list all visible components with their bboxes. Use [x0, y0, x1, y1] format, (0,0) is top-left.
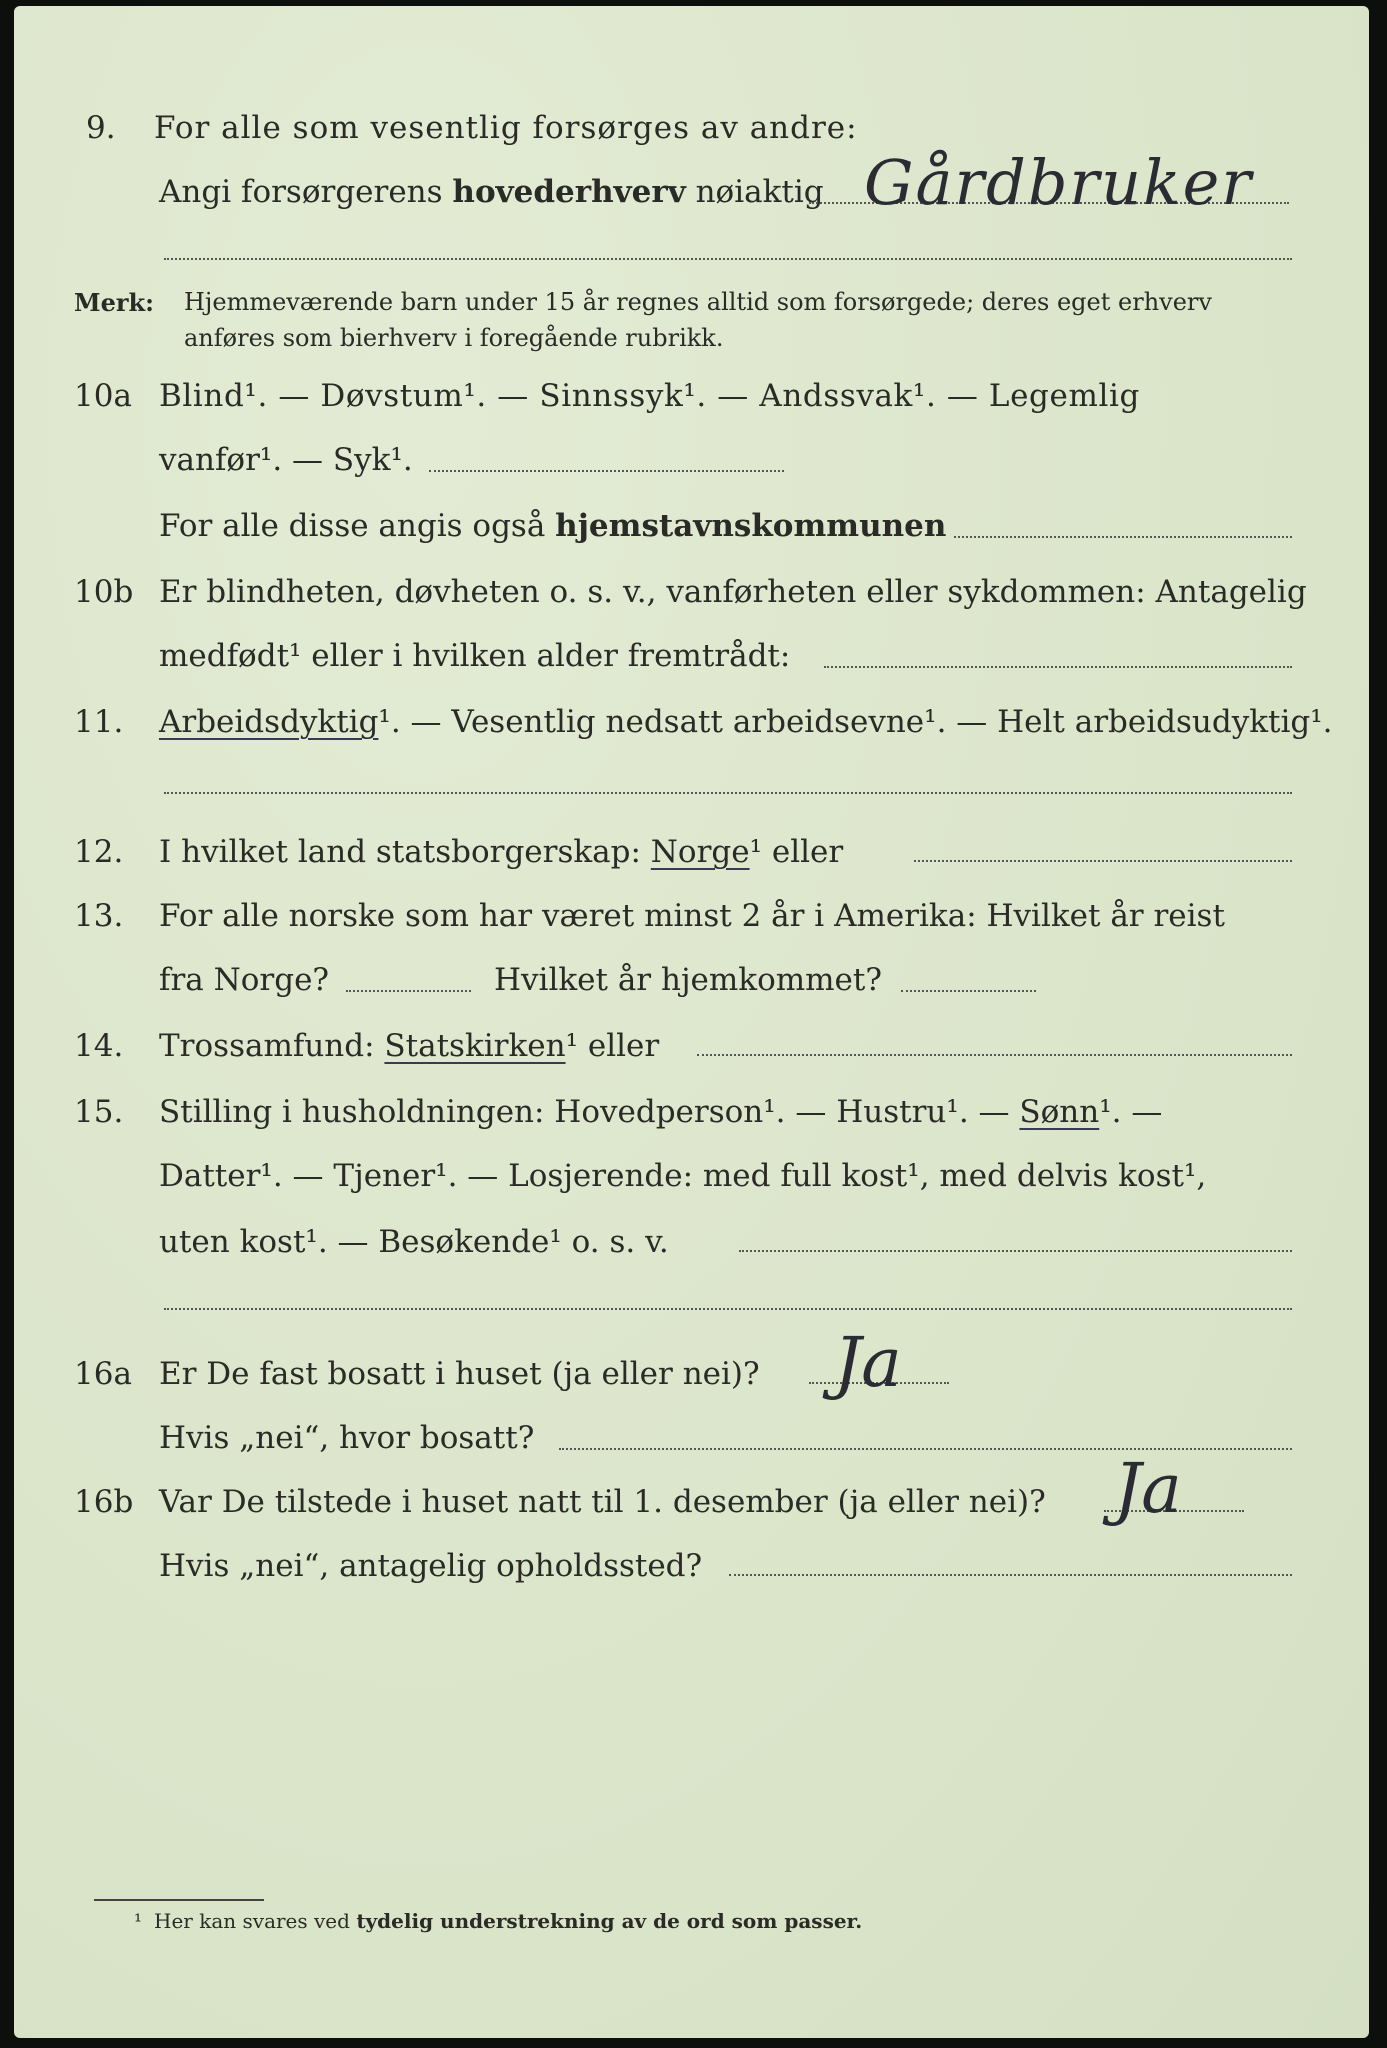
- q13-line2a: fra Norge?: [159, 962, 330, 998]
- footnote-prefix: Her kan svares ved: [154, 1909, 357, 1933]
- q14-suffix: ¹ eller: [565, 1028, 660, 1064]
- q15-line1-suffix: ¹. —: [1099, 1094, 1163, 1130]
- q12-line1: [159, 834, 843, 870]
- q13-line2b: Hvilket år hjemkommet?: [494, 962, 882, 998]
- q10b-number: 10b: [74, 574, 134, 610]
- footnote-mark: ¹: [134, 1909, 143, 1933]
- q12-prefix: I hvilket land statsborgerskap:: [159, 834, 651, 870]
- q16a-handwritten-answer: Ja: [834, 1324, 902, 1403]
- q9-number: 9.: [86, 110, 116, 146]
- merk-line2: anføres som bierhverv i foregående rubrikk.: [184, 324, 724, 352]
- q15-number: 15.: [74, 1094, 124, 1130]
- q10a-line3-prefix: For alle disse angis også: [159, 508, 556, 544]
- footnote-bold: tydelig understrekning av de ord som passer.: [356, 1909, 863, 1933]
- footnote: [134, 1909, 862, 1933]
- q16b-line2-dots: [729, 1574, 1292, 1576]
- q10b-line2: medfødt¹ eller i hvilken alder fremtrådt:: [159, 638, 791, 674]
- q10a-line1: Blind¹. — Døvstum¹. — Sinnssyk¹. — Andssvak¹. — Legemlig: [159, 378, 1140, 414]
- merk-label: Merk:: [74, 288, 154, 317]
- q15-line2: Datter¹. — Tjener¹. — Losjerende: med full kost¹, med delvis kost¹,: [159, 1158, 1207, 1194]
- q9-line2-prefix: Angi forsørgerens: [159, 174, 453, 210]
- q15-line1-prefix: Stilling i husholdningen: Hovedperson¹. — Hustru¹. —: [159, 1094, 1020, 1130]
- q15-extra-line: [164, 1308, 1292, 1310]
- q16b-number: 16b: [74, 1484, 134, 1520]
- q16a-line2: Hvis „nei“, hvor bosatt?: [159, 1420, 535, 1456]
- q12-number: 12.: [74, 834, 124, 870]
- q9-line2-bold: hovederhverv: [452, 174, 686, 210]
- q11-extra-line: [164, 792, 1292, 794]
- q16b-handwritten-answer: Ja: [1114, 1450, 1182, 1529]
- q10b-line1: Er blindheten, døvheten o. s. v., vanførheten eller sykdommen: Antagelig: [159, 574, 1307, 610]
- q12-suffix: ¹ eller: [749, 834, 844, 870]
- q11-underlined: Arbeidsdyktig: [159, 704, 379, 740]
- q15-line1: [159, 1094, 1162, 1130]
- q16a-number: 16a: [74, 1356, 132, 1392]
- footnote-rule: [94, 1899, 264, 1901]
- q10a-line3-dots: [954, 536, 1292, 538]
- q16a-line1: Er De fast bosatt i huset (ja eller nei)?: [159, 1356, 760, 1392]
- q12-underlined: Norge: [650, 834, 750, 870]
- q16b-line1: Var De tilstede i huset natt til 1. desember (ja eller nei)?: [159, 1484, 1046, 1520]
- q10a-line3: [159, 508, 946, 544]
- q14-dots: [697, 1054, 1292, 1056]
- q10a-line2: vanfør¹. — Syk¹.: [159, 442, 413, 478]
- q15-line3-dots: [739, 1250, 1292, 1252]
- q10a-line3-bold: hjemstavnskommunen: [555, 508, 947, 544]
- q9-extra-line: [164, 258, 1292, 260]
- q10a-line2-dots: [429, 470, 784, 472]
- q13-line2a-dots: [346, 990, 471, 992]
- q14-number: 14.: [74, 1028, 124, 1064]
- q12-dots: [914, 860, 1292, 862]
- q16a-line2-dots: [559, 1448, 1292, 1450]
- q11-line1: [159, 704, 1333, 740]
- q15-line3: uten kost¹. — Besøkende¹ o. s. v.: [159, 1224, 669, 1260]
- q14-prefix: Trossamfund:: [159, 1028, 385, 1064]
- q16b-line2: Hvis „nei“, antagelig opholdssted?: [159, 1548, 703, 1584]
- merk-line1: Hjemmeværende barn under 15 år regnes alltid som forsørgede; deres eget erhverv: [184, 288, 1212, 316]
- q13-line2b-dots: [901, 990, 1036, 992]
- q9-line1: For alle som vesentlig forsørges av andre:: [154, 110, 858, 146]
- q14-underlined: Statskirken: [384, 1028, 566, 1064]
- q11-rest: ¹. — Vesentlig nedsatt arbeidsevne¹. — Helt arbeidsudyktig¹.: [378, 704, 1333, 740]
- q11-number: 11.: [74, 704, 124, 740]
- q9-line2-suffix: nøiaktig: [685, 174, 824, 210]
- q9-handwritten-answer: Gårdbruker: [864, 146, 1253, 219]
- q10b-line2-dots: [824, 666, 1292, 668]
- q14-line1: [159, 1028, 659, 1064]
- q13-number: 13.: [74, 898, 124, 934]
- q9-line2: [159, 174, 824, 210]
- census-form-page: [14, 6, 1369, 2038]
- q13-line1: For alle norske som har været minst 2 år i Amerika: Hvilket år reist: [159, 898, 1225, 934]
- q15-underlined: Sønn: [1019, 1094, 1100, 1130]
- q10a-number: 10a: [74, 378, 132, 414]
